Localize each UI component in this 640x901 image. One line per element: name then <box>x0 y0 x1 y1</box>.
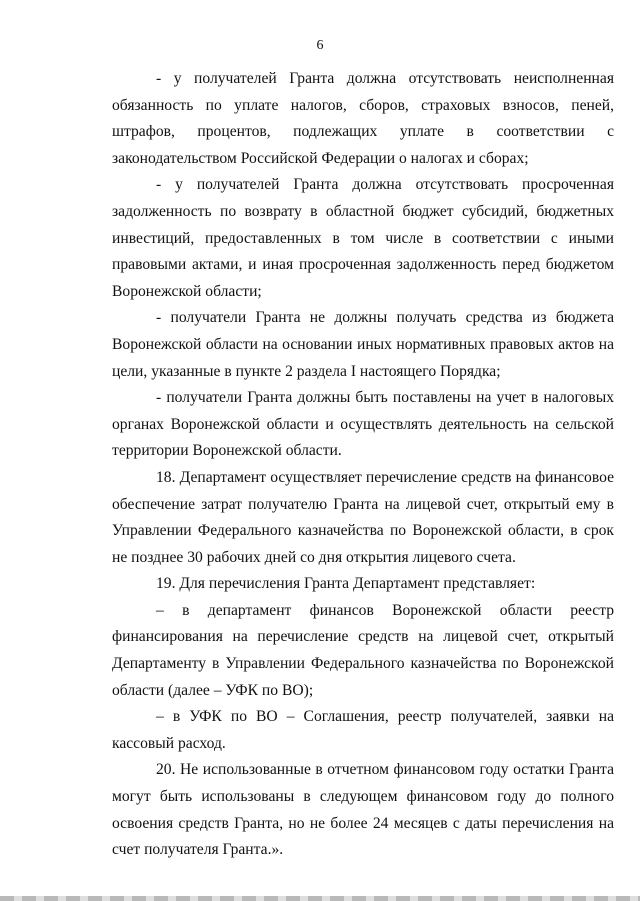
page-number: 6 <box>316 38 324 53</box>
paragraph-finance-department: – в департамент финансов Воронежской области реестр финансирования на перечисление средств на лицевой счет, открытый Департаменту в Управлении Федерального казначейства по Воронежской области (далее – УФК по ВО); <box>112 601 614 699</box>
scan-bottom-edge <box>0 896 640 901</box>
paragraph-item-18: 18. Департамент осуществляет перечисление средств на финансовое обеспечение затрат получателю Гранта на лицевой счет, открытый ему в Управлении Федерального казначейства по Воронежской области, в срок не позднее 30 рабочих дней со дня открытия лицевого счета. <box>112 468 614 566</box>
paragraph-item-20: 20. Не использованные в отчетном финансовом году остатки Гранта могут быть использованы в следующем финансовом году до полного освоения средств Гранта, но не более 24 месяцев с даты перечисления на счет получателя Гранта.». <box>112 761 614 859</box>
paragraph-tax-arrears: - у получателей Гранта должна отсутствовать неисполненная обязанность по уплате налогов, сборов, страховых взносов, пеней, штрафов, процентов, подлежащих уплате в соответствии с законодательством Российской Федерации о налогах и сборах; <box>112 70 614 167</box>
paragraph-overdue-debt: - у получателей Гранта должна отсутствовать просроченная задолженность по возврату в областной бюджет субсидий, бюджетных инвестиций, предоставленных в том числе в соответствии с иными правовыми актами, и иная просроченная задолженность перед бюджетом Воронежской области; <box>112 176 614 300</box>
paragraph-tax-registration: - получатели Гранта должны быть поставлены на учет в налоговых органах Воронежской области и осуществлять деятельность на сельской территории Воронежской области. <box>112 389 614 460</box>
paragraph-ufk: – в УФК по ВО – Соглашения, реестр получателей, заявки на кассовый расход. <box>112 708 614 752</box>
paragraph-other-funding: - получатели Гранта не должны получать средства из бюджета Воронежской области на основании иных нормативных правовых актов на цели, указанные в пункте 2 раздела I настоящего Порядка; <box>112 309 614 380</box>
document-body <box>112 66 614 864</box>
paragraph-item-19: 19. Для перечисления Гранта Департамент представляет: <box>156 575 536 593</box>
